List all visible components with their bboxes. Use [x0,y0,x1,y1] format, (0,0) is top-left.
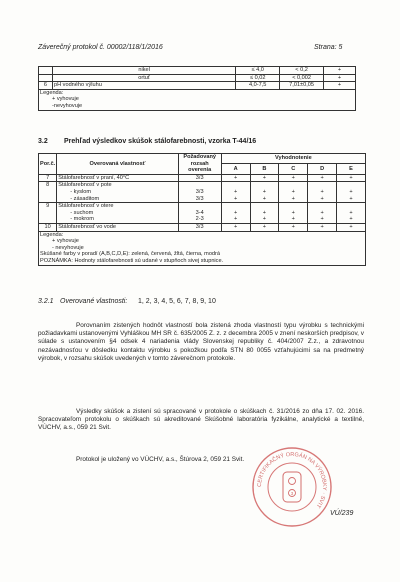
result-mark: + [262,188,267,195]
row-result: < 0,002 [280,74,324,82]
result-mark: + [233,174,238,181]
result-cell [250,182,279,203]
row-property: ortuť [52,74,235,82]
required-value: 3/3 [195,174,204,181]
result-mark [338,182,364,189]
property-line: - suchom [70,209,94,216]
legend-line: + vyhovuje [52,96,79,103]
table-row [39,82,356,90]
legend-cell [39,231,366,265]
col-header-letter: D [308,164,337,174]
row-property [57,203,178,224]
subsection-label: Overované vlastnosti: [60,298,128,305]
result-mark [252,182,278,189]
col-header-no: Por.č. [39,154,57,175]
table-row [39,74,356,82]
row-property [57,182,178,203]
result-mark [280,182,306,189]
col-header-letter: E [337,164,366,174]
legend-row [39,89,356,110]
result-cell [250,174,279,182]
property-line: - kyslom [70,188,92,195]
result-mark: + [349,223,353,230]
stamp-number: 3 [290,491,294,496]
result-cell [279,182,308,203]
row-limit: ≤ 4,0 [236,67,280,75]
result-cell [250,223,279,231]
certification-stamp [250,445,334,529]
result-mark: + [349,216,353,223]
row-required [178,223,221,231]
col-header-required: Požadovaný rozsah overenia [178,154,221,175]
legend-line: - nevyhovuje [52,244,84,251]
footer-code: VÚ/239 [330,510,354,517]
table-row [39,182,366,203]
result-mark [280,203,306,210]
section-title: Prehľad výsledkov skúšok stálofarebnosti, vzorka T-44/16 [64,138,257,145]
result-cell [279,223,308,231]
stamp-text: CERTIFIKAČNÝ ORGÁN NA VÝROBKY · SVIT [256,451,328,509]
result-cell [308,182,337,203]
table-note: POZNÁMKA: Hodnoty stálofarebnosti sú udané v stupňoch sivej stupnice. [40,257,224,264]
result-mark [223,182,249,189]
result-mark: + [320,188,324,195]
result-mark: + [233,209,238,216]
row-property [57,174,178,182]
result-cell [308,223,337,231]
table2-body [39,174,366,265]
required-value: 3-4 [195,209,204,216]
result-mark [338,203,364,210]
table-chemical-results [38,66,356,111]
result-cell [221,182,250,203]
result-mark: + [349,209,353,216]
result-mark: + [233,216,238,223]
svg-text:CERTIFIKAČNÝ ORGÁN NA VÝROBKY [257,452,327,509]
property-line: Stálofarebnosť v pote [58,182,112,189]
table-row [39,223,366,231]
result-cell [279,174,308,182]
result-mark: + [349,195,353,202]
result-cell [337,203,366,224]
col-header-letter: A [221,164,250,174]
row-property: nikel [52,67,235,75]
result-mark: + [291,209,295,216]
legend-cell [39,89,356,110]
result-cell [250,203,279,224]
row-mark: + [324,74,356,82]
result-cell [337,174,366,182]
result-mark: + [320,223,324,230]
property-line: Stálofarebnosť v otere [58,203,114,210]
result-mark: + [291,195,295,202]
result-cell [221,203,250,224]
row-property: pH vodného výluhu [52,82,235,90]
result-mark: + [233,188,238,195]
result-cell [308,174,337,182]
result-mark: + [233,195,238,202]
col-header-letter: B [250,164,279,174]
page-number: Strana: 5 [314,44,343,51]
result-mark: + [291,216,295,223]
legend-line: + vyhovuje [52,238,79,245]
table-color-fastness [38,153,366,266]
required-value: 2-3 [195,216,204,223]
row-required [178,182,221,203]
legend-line: -nevyhovuje [52,102,83,109]
properties-list: 1, 2, 3, 4, 5, 6, 7, 8, 9, 10 [138,298,216,305]
result-mark: + [349,188,353,195]
row-number: 9 [39,203,57,224]
result-mark: + [291,188,295,195]
result-cell [308,203,337,224]
row-result: < 0,2 [280,67,324,75]
row-number [39,67,53,75]
row-limit: 4,0-7,5 [236,82,280,90]
property-line: - zásaditom [70,195,100,202]
result-cell [279,203,308,224]
row-mark: + [324,82,356,90]
result-mark: + [320,216,324,223]
table-row [39,203,366,224]
storage-paragraph: Protokol je uložený vo VÚCHV, a.s., Štúrova 2, 059 21 Svit. [76,456,245,463]
table-row [39,174,366,182]
row-property [57,223,178,231]
row-mark: + [324,67,356,75]
row-number [39,74,53,82]
result-mark: + [291,174,295,181]
result-mark: + [349,174,353,181]
col-header-result: Vyhodnotenie [221,154,365,164]
row-number: 7 [39,174,57,182]
result-mark: + [262,216,267,223]
result-mark [252,203,278,210]
legend-label: Legenda: [40,231,64,238]
result-cell [221,223,250,231]
legend-label: Legenda: [40,89,64,96]
result-mark: + [262,209,267,216]
result-mark: + [262,223,267,230]
required-value: 3/3 [195,195,204,202]
col-header-letter: C [279,164,308,174]
row-number: 6 [39,82,53,90]
row-required [178,174,221,182]
result-mark: + [320,174,324,181]
result-cell [337,182,366,203]
required-value [180,182,220,189]
colors-note: Skúšané farby v poradí (A,B,C,D,E): zelená, červená, žltá, čierna, modrá [40,251,221,258]
result-mark: + [320,209,324,216]
conclusion-paragraph: Porovnaním zistených hodnôt vlastností bola zistená zhoda vlastností typu výrobku s technickými požiadavkami ustanovenými Vyhláškou MH SR č. 635/2005 Z. z. z decembra 2005 v znení neskorších predpisov, v súlade s ustanovením §4 odsek 4 nariadenia vlády Slovenskej republiky č. 404/2007 Z.z., a zdravotnou nezávadnosťou v dôsledku kontaktu výrobku s pokožkou podľa STN 80 0055 vzťahujúcimi sa na predmetný výrobok, v rozsahu skúšok uvedených v tomto záverečnom protokole. [38,322,364,362]
results-paragraph: Výsledky skúšok a zistení sú spracované v protokole o skúškach č. 31/2016 zo dňa 17. 02. 2016. Spracovateľom protokolu o skúškach sú akreditované Skúšobné laboratória fyzikálne, analytické a textilné, VÚCHV, a.s., 059 21 Svit. [38,408,364,432]
result-mark [223,203,249,210]
result-mark: + [233,223,238,230]
row-required [178,203,221,224]
table1-body [39,67,356,111]
result-cell [337,223,366,231]
row-limit: ≤ 0,02 [236,74,280,82]
property-line: - mokrom [70,216,94,223]
result-mark: + [320,195,324,202]
row-result: 7,01±0,05 [280,82,324,90]
property-line: Stálofarebnosť vo vode [58,223,117,230]
table-row [39,67,356,75]
legend-row [39,231,366,265]
row-number: 8 [39,182,57,203]
protocol-header: Záverečný protokol č. 00002/118/1/2016 [38,44,163,51]
required-value: 3/3 [195,188,204,195]
result-mark: + [262,195,267,202]
required-value: 3/3 [195,223,204,230]
section-number: 3.2 [38,138,48,145]
col-header-property: Overovaná vlastnosť [57,154,178,175]
result-mark: + [262,174,267,181]
required-value [180,203,220,210]
property-line: Stálofarebnosť v praní, 40°C [58,174,130,181]
result-mark [309,203,335,210]
result-cell [221,174,250,182]
result-mark: + [291,223,295,230]
row-number: 10 [39,223,57,231]
subsection-number: 3.2.1 [38,298,54,305]
result-mark [309,182,335,189]
